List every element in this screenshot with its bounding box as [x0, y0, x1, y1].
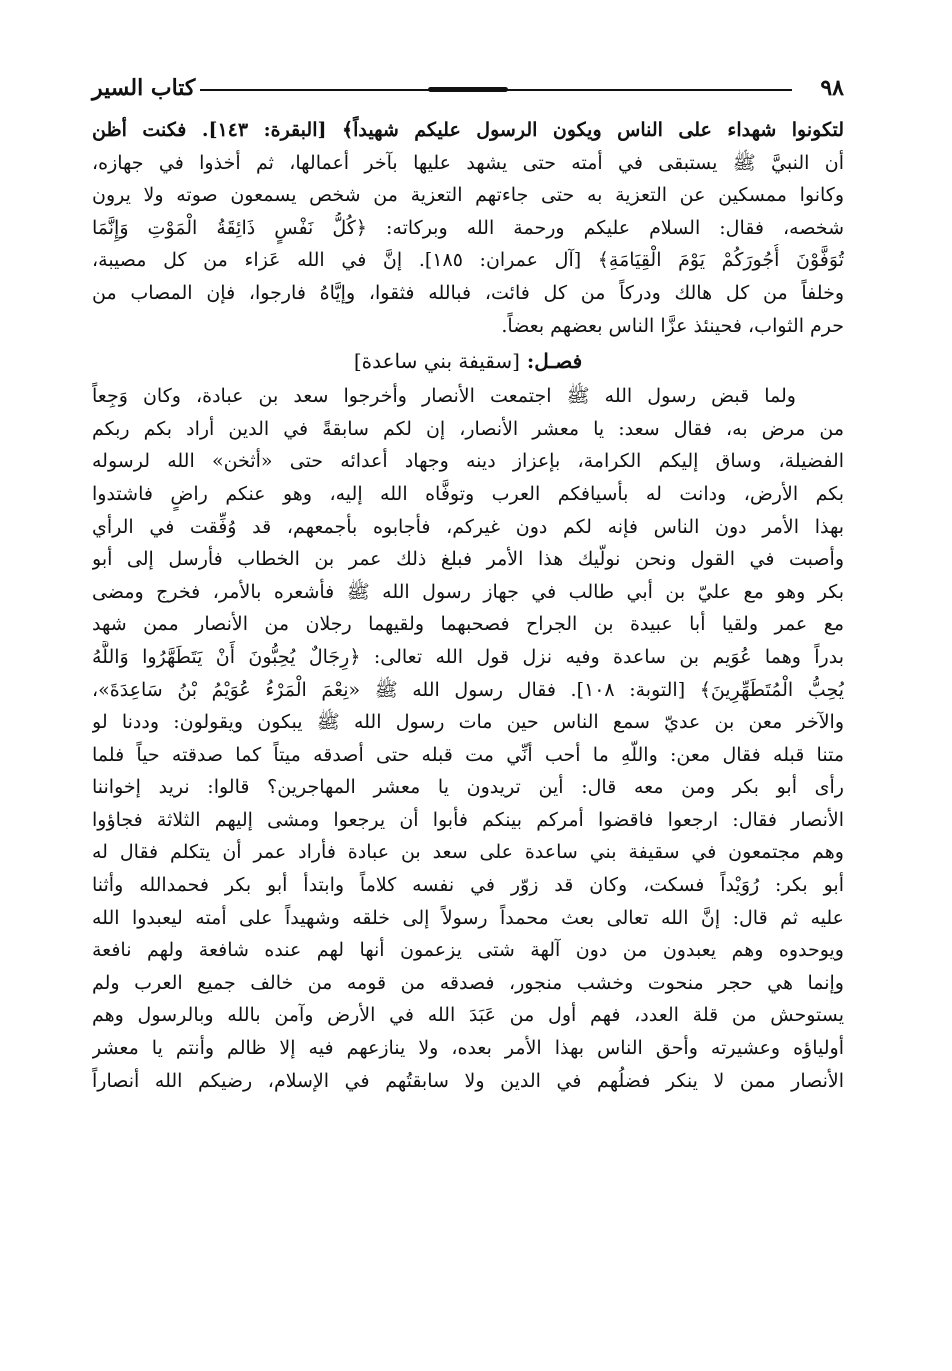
section-title: [سقيفة بني ساعدة]: [353, 349, 520, 374]
section-heading: [92, 342, 844, 380]
text-line: الفضيلة، وساق إليكم الكرامة، بإعزاز دينه وجهاد أعدائه حتى «أثخن» الله لرسوله: [92, 450, 844, 473]
text-line: أن النبيَّ ﷺ يستبقى في أمته حتى يشهد عليها بآخر أعمالها، ثم أخذوا في جهازه،: [92, 151, 844, 174]
text-line: الأنصار ممن لا ينكر فضلُهم في الدين ولا سابقتُهم في الإسلام، رضيكم الله أنصاراً: [92, 1069, 844, 1092]
book-title: كتاب السير: [92, 75, 196, 101]
text-line: يستوحش من قلة العدد، فهم أول من عَبَدَ الله في الأرض وآمن بالله وبالرسول وهم: [92, 1004, 844, 1027]
text-line: وخلفاً من كل هالك ودركاً من كل فائت، فبالله فثقوا، وإيَّاهُ فارجوا، فإن المصاب من: [92, 281, 844, 304]
body-text: [92, 114, 844, 1097]
text-line: يُحِبُّ الْمُتَطَهِّرِينَ﴾ [التوبة: ١٠٨]. فقال رسول الله ﷺ «نِعْمَ الْمَرْءُ عُوَيْمُ بْنُ سَاعِدَةَ»،: [92, 678, 844, 701]
text-line: والآخر معن بن عديّ سمع الناس حين مات رسول الله ﷺ يبكون ويقولون: وددنا لو: [92, 711, 844, 734]
text-line: ولما قبض رسول الله ﷺ اجتمعت الأنصار وأخرجوا سعد بن عبادة، وكان وَجِعاً: [92, 385, 796, 408]
text-line: بهذا الأمر دون الناس فإنه لكم دون غيركم، فأجابوه بأجمعهم، قد وُفِّقت في الرأي: [92, 515, 844, 538]
text-line: متنا قبله فقال معن: واللّهِ ما أحب أنِّي مت قبله حتى أصدقه ميتاً كما صدقته حياً فلما: [92, 743, 844, 766]
text-line: ويوحدوه وهم يعبدون من دون آلهة شتى يزعمون أنها لهم عنده شافعة ولهم نافعة: [92, 939, 844, 962]
text-line: شخصه، فقال: السلام عليكم ورحمة الله وبركاته: ﴿كُلُّ نَفْسٍ ذَائِقَةُ الْمَوْتِ وَإِنَّمَا: [92, 216, 844, 239]
text-line: رأى أبو بكر ومن معه قال: أين تريدون يا معشر المهاجرين؟ قالوا: نريد إخواننا: [92, 776, 844, 799]
text-line: بدراً وهما عُوَيم بن ساعدة وفيه نزل قول الله تعالى: ﴿رِجَالٌ يُحِبُّونَ أَنْ يَتَطَهَّرُوا وَاللَّهُ: [92, 645, 844, 668]
text-line: مع عمر ولقيا أبا عبيدة بن الجراح فصحبهما ولقيهما رجلان من الأنصار ممن شهد: [92, 613, 844, 636]
text-line: بكر وهو مع عليّ بن أبي طالب في جهاز رسول الله ﷺ فأشعره بالأمر، فخرج ومضى: [92, 580, 844, 603]
page-number: ٩٨: [820, 75, 844, 101]
text-line: وأصبت في القول ونحن نولّيك هذا الأمر فبلغ ذلك عمر بن الخطاب فأرسل إلى أبو: [92, 548, 844, 571]
text-line: من مرض به، فقال سعد: يا معشر الأنصار، إن لكم سابقةً في الدين أراد بكم ربكم: [92, 417, 844, 440]
text-line: بكم الأرض، ودانت له بأسيافكم العرب وتوفَّاه الله إليه، وهو عنكم راضٍ فاشتدوا: [92, 482, 844, 505]
text-line: حرم الثواب، فحينئذ عزَّا الناس بعضهم بعضاً.: [501, 314, 844, 337]
header-rule-ornament: [428, 87, 508, 92]
section-label: فصـل:: [526, 349, 583, 374]
text-line: وكانوا ممسكين عن التعزية به حتى جاءتهم التعزية من شخص يسمعون صوته ولا يرون: [92, 184, 844, 207]
text-line: وهم مجتمعون في سقيفة بني ساعدة على سعد بن عبادة فأراد عمر أن يتكلم فقال له: [92, 841, 844, 864]
text-line: أبو بكر: رُوَيْداً فسكت، وكان قد زوّر في نفسه كلاماً وابتدأ أبو بكر فحمدالله وأثنا: [92, 874, 844, 897]
text-line: تُوَفَّوْنَ أُجُورَكُمْ يَوْمَ الْقِيَامَةِ﴾ [آل عمران: ١٨٥]. إنَّ في الله عَزاء من كل مصيبة،: [92, 249, 844, 272]
text-line: الأنصار فقال: ارجعوا فاقضوا أمركم بينكم فأبوا أن يرجعوا ومشى إليهم الثلاثة فجاؤوا: [92, 808, 844, 831]
page-header: [92, 72, 844, 108]
text-line: أولياؤه وعشيرته وأحق الناس بهذا الأمر بعده، ولا ينازعهم فيه إلا ظالم وأنتم يا معشر: [92, 1037, 844, 1060]
text-line: وإنما هي حجر منحوت وخشب منجور، فصدقه من قومه من خالف جميع العرب ولم: [92, 971, 844, 994]
text-line: عليه ثم قال: إنَّ الله تعالى بعث محمداً رسولاً إلى خلقه وشهيداً على أمته ليعبدوا الله: [92, 906, 844, 929]
text-line: لتكونوا شهداء على الناس ويكون الرسول عليكم شهيداً﴾ [البقرة: ١٤٣]. فكنت أظن: [92, 119, 844, 141]
